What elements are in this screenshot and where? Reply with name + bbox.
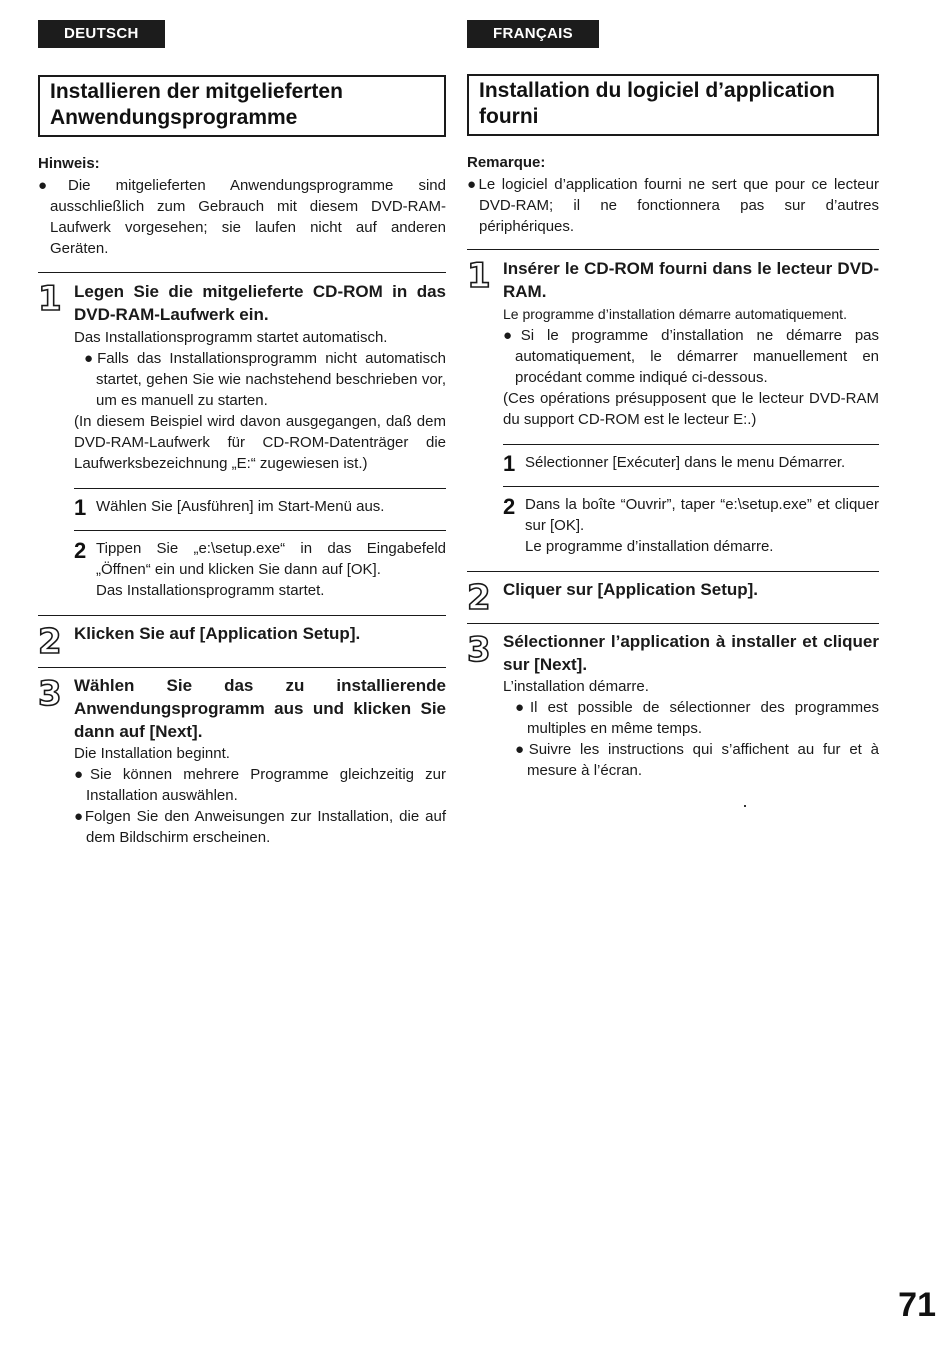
step-number: 2: [467, 578, 491, 618]
german-column: [38, 20, 446, 848]
speck-mark: [744, 805, 746, 807]
step-text: Die Installation beginnt.: [74, 745, 230, 762]
substep-number: 1: [74, 495, 87, 520]
step-number: 2: [38, 622, 62, 662]
step-text: L’installation démarre.: [503, 678, 649, 695]
substep-number: 2: [74, 538, 87, 563]
step-1: [467, 249, 879, 557]
step-text: Le programme d’installation démarre automatiquement.: [503, 306, 847, 322]
step-number: 1: [467, 256, 491, 296]
note-heading: Hinweis:: [38, 155, 100, 172]
page-number: 71: [898, 1286, 936, 1324]
step-3: [467, 623, 879, 781]
step-bullet: ●Suivre les instructions qui s’affichent au fur et à mesure à l’écran.: [515, 741, 879, 779]
language-tab-german: DEUTSCH: [38, 20, 165, 48]
step-note: (Ces opérations présupposent que le lecteur DVD-RAM du support CD-ROM est le lecteur E:.): [503, 390, 879, 428]
step-heading: Klicken Sie auf [Application Setup].: [74, 624, 361, 643]
step-bullet: ●Si le programme d’installation ne démarre pas automatiquement, le démarrer manuellement en procédant comme indiqué ci-dessous.: [503, 327, 879, 386]
substep-text: Tippen Sie „e:\setup.exe“ in das Eingabefeld „Öffnen“ ein und klicken Sie dann auf [OK].: [96, 540, 446, 578]
step-heading: Insérer le CD-ROM fourni dans le lecteur DVD-RAM.: [503, 259, 879, 301]
substep-text-result: Das Installationsprogramm startet.: [96, 582, 325, 599]
step-2: [467, 571, 879, 623]
substep-number: 2: [503, 494, 516, 519]
step-bullet: ●Falls das Installationsprogramm nicht automatisch startet, gehen Sie wie nachstehend beschrieben vor, um es manuell zu starten.: [84, 350, 446, 409]
substep-text: Wählen Sie [Ausführen] im Start-Menü aus.: [96, 498, 385, 515]
step-bullet: ●Sie können mehrere Programme gleichzeitig zur Installation auswählen.: [74, 766, 446, 804]
step-2: [38, 615, 446, 667]
substep-text: Sélectionner [Exécuter] dans le menu Démarrer.: [525, 454, 846, 471]
substep-text-result: Le programme d’installation démarre.: [525, 538, 774, 555]
french-column: [467, 20, 879, 781]
step-note: (In diesem Beispiel wird davon ausgegangen, daß dem DVD-RAM-Laufwerk für CD-ROM-Datenträger die Laufwerksbezeichnung „E:“ zugewiesen ist.): [74, 413, 446, 472]
language-tab-french: FRANÇAIS: [467, 20, 599, 48]
substep-1: [503, 444, 879, 476]
substep-1: [74, 488, 446, 520]
step-bullet: ●Il est possible de sélectionner des programmes multiples en même temps.: [515, 699, 879, 737]
section-title-french: Installation du logiciel d’application fourni: [467, 74, 879, 136]
step-heading: Cliquer sur [Application Setup].: [503, 580, 759, 599]
substep-text: Dans la boîte “Ouvrir”, taper “e:\setup.exe” et cliquer sur [OK].: [525, 496, 879, 534]
step-heading: Sélectionner l’application à installer et cliquer sur [Next].: [503, 632, 879, 674]
substep-number: 1: [503, 451, 516, 476]
substep-2: [74, 530, 446, 601]
note-heading: Remarque:: [467, 154, 546, 171]
step-heading: Wählen Sie das zu installierende Anwendungsprogramm aus und klicken Sie dann auf [Next].: [74, 676, 446, 741]
step-heading: Legen Sie die mitgelieferte CD-ROM in das DVD-RAM-Laufwerk ein.: [74, 282, 446, 324]
substep-2: [503, 486, 879, 557]
step-bullet: ●Folgen Sie den Anweisungen zur Installation, die auf dem Bildschirm erscheinen.: [74, 808, 446, 846]
step-number: 1: [38, 279, 62, 319]
note-text: ●Le logiciel d’application fourni ne sert que pour ce lecteur DVD-RAM; il ne fonctionnera pas sur d’autres périphériques.: [467, 176, 879, 235]
step-text: Das Installationsprogramm startet automatisch.: [74, 329, 388, 346]
step-number: 3: [467, 630, 491, 670]
step-number: 3: [38, 674, 62, 714]
step-3: [38, 667, 446, 848]
step-1: [38, 272, 446, 601]
section-title-german: Installieren der mitgelieferten Anwendungsprogramme: [38, 75, 446, 137]
note-text: ●Die mitgelieferten Anwendungsprogramme sind ausschließlich zum Gebrauch mit diesem DVD-RAM-Laufwerk vorgesehen; sie laufen nicht auf anderen Geräten.: [38, 177, 446, 257]
